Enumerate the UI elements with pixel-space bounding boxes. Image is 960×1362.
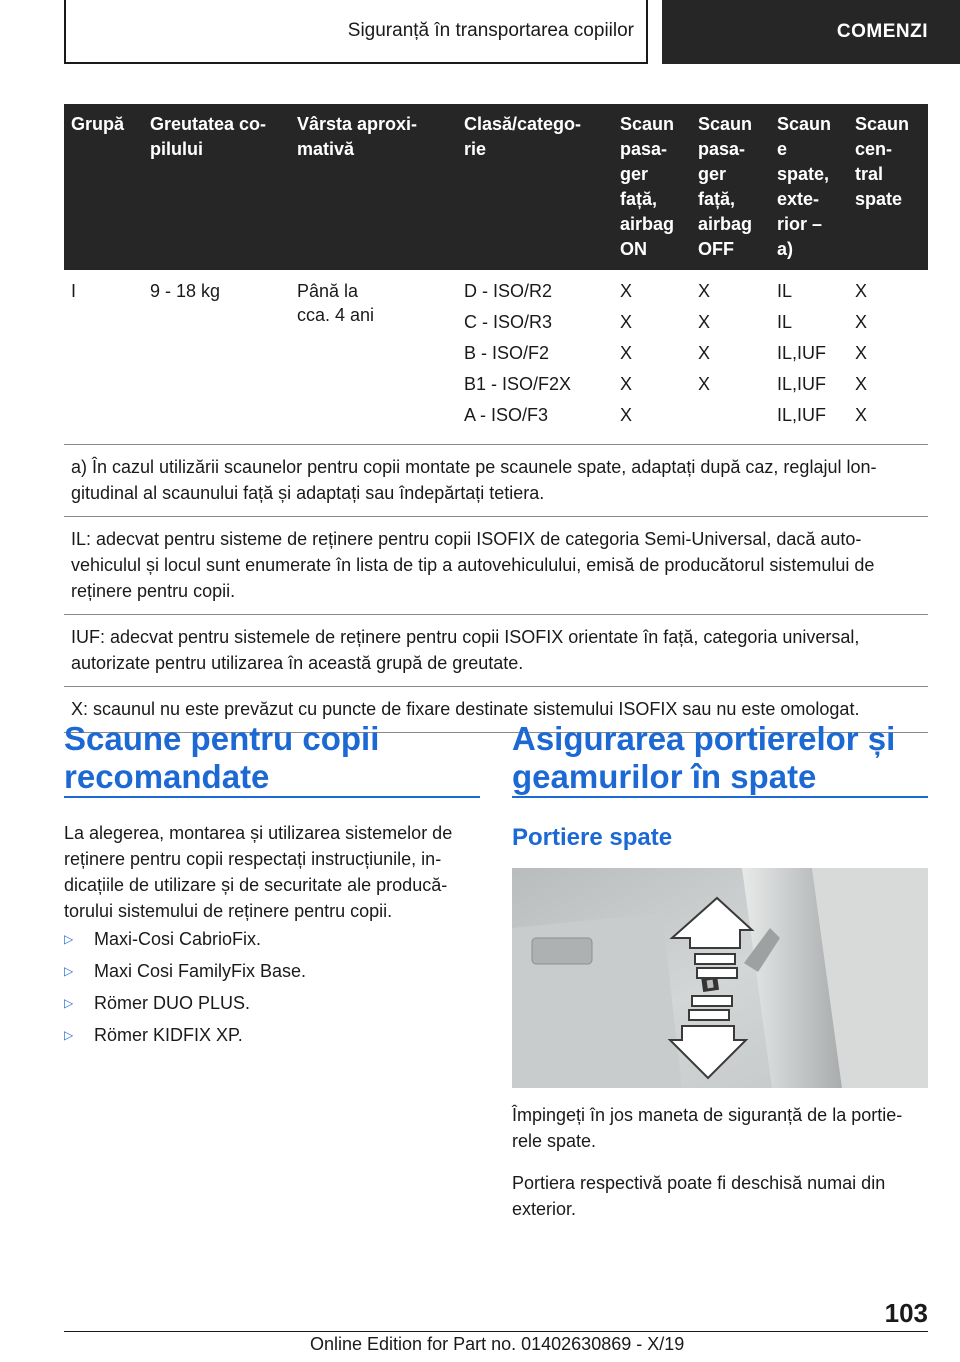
- rear-outer-item: IL,IUF: [777, 374, 827, 394]
- th-front-airbag-off: Scaun pasa- ger față, airbag OFF: [691, 104, 770, 270]
- class-item: A - ISO/F3: [464, 405, 549, 425]
- note-x: X: scaunul nu este prevăzut cu puncte de fixare destinate sistemului ISOFIX sau nu este omologat.: [64, 687, 928, 733]
- th-age: Vârsta aproxi- mativă: [290, 104, 457, 270]
- list-item: ▷ Maxi Cosi FamilyFix Base.: [64, 958, 306, 990]
- isofix-table: [64, 104, 928, 733]
- airbag-on-item: X: [620, 312, 633, 332]
- rear-center-item: X: [855, 343, 868, 363]
- cell-airbag-on: [613, 270, 691, 445]
- airbag-on-item: X: [620, 374, 633, 394]
- list-item: ▷ Maxi-Cosi CabrioFix.: [64, 926, 306, 958]
- class-item: C - ISO/R3: [464, 312, 553, 332]
- footer-rule: [64, 1331, 928, 1332]
- rear-outer-item: IL,IUF: [777, 343, 827, 363]
- table-note-row: [64, 517, 928, 615]
- page-number: 103: [884, 1298, 928, 1328]
- rear-doors-subheading: Portiere spate: [512, 824, 673, 851]
- rear-center-item: X: [855, 405, 868, 425]
- header-section-label: Siguranță în transportarea copiilor: [347, 20, 634, 41]
- th-front-airbag-on: Scaun pasa- ger față, airbag ON: [613, 104, 691, 270]
- table-row: [64, 270, 928, 445]
- airbag-off-item: X: [698, 281, 711, 301]
- cell-rear-outer: [770, 270, 848, 445]
- triangle-bullet-icon: ▷: [64, 964, 74, 978]
- note-il: IL: adecvat pentru sisteme de reținere pentru copii ISOFIX de categoria Semi-Universal, dacă auto-vehiculul și locul sunt enumerate în lista de tip a autovehiculului, emisă de producătorul sistemului de reținere pentru copii.: [64, 517, 928, 615]
- cell-age: Până la cca. 4 ani: [290, 270, 457, 445]
- cell-weight: 9 - 18 kg: [143, 270, 290, 445]
- th-rear-center: Scaun cen- tral spate: [848, 104, 928, 270]
- edition-footer: Online Edition for Part no. 01402630869 - X/19: [310, 1334, 685, 1354]
- table-note-row: [64, 615, 928, 687]
- airbag-off-item: X: [698, 312, 711, 332]
- triangle-bullet-icon: ▷: [64, 1028, 74, 1042]
- right-heading-rule: [512, 796, 928, 798]
- header-chapter-tab: [662, 0, 960, 64]
- recommended-seats-heading: Scaune pentru copii recomandate: [64, 720, 380, 795]
- cell-rear-center: [848, 270, 928, 445]
- door-safety-heading: Asigurarea portierelor și geamurilor în spate: [512, 720, 896, 795]
- recommended-seats-list: [64, 926, 306, 1054]
- airbag-on-item: X: [620, 343, 633, 363]
- class-item: D - ISO/R2: [464, 281, 553, 301]
- rear-center-item: X: [855, 281, 868, 301]
- header-section-title: [64, 0, 648, 64]
- cell-classes: [457, 270, 613, 445]
- class-item: B1 - ISO/F2X: [464, 374, 572, 394]
- class-item: B - ISO/F2: [464, 343, 550, 363]
- rear-outer-item: IL: [777, 281, 793, 301]
- rear-center-item: X: [855, 312, 868, 332]
- note-a: a) În cazul utilizării scaunelor pentru copii montate pe scaunele spate, adaptați după caz, reglajul lon-gitudinal al scaunului față și adaptați sau îndepărtați tetiera.: [64, 445, 928, 517]
- note-iuf: IUF: adecvat pentru sistemele de reținere pentru copii ISOFIX orientate în față, categoria universal, autorizate pentru utilizarea în această grupă de greutate.: [64, 615, 928, 687]
- door-photo-svg: [512, 868, 928, 1088]
- rear-outer-item: IL: [777, 312, 793, 332]
- airbag-off-item: X: [698, 343, 711, 363]
- list-item: ▷ Römer DUO PLUS.: [64, 990, 306, 1022]
- rear-center-item: X: [855, 374, 868, 394]
- airbag-off-item: X: [698, 374, 711, 394]
- cell-airbag-off: [691, 270, 770, 445]
- table-header-row: [64, 104, 928, 270]
- airbag-on-item: X: [620, 405, 633, 425]
- push-lever-instruction: Împingeți în jos maneta de siguranță de la portie-rele spate.: [512, 1105, 903, 1151]
- outside-open-note: Portiera respectivă poate fi deschisă numai din exterior.: [512, 1173, 886, 1219]
- triangle-bullet-icon: ▷: [64, 996, 74, 1010]
- th-class: Clasă/catego- rie: [457, 104, 613, 270]
- airbag-on-item: X: [620, 281, 633, 301]
- header-chapter-label: COMENZI: [836, 21, 928, 42]
- list-item: ▷ Römer KIDFIX XP.: [64, 1022, 306, 1054]
- triangle-bullet-icon: ▷: [64, 932, 74, 946]
- rear-door-lock-illustration: [512, 868, 928, 1088]
- table-note-row: [64, 445, 928, 517]
- left-heading-rule: [64, 796, 480, 798]
- th-weight: Greutatea co- pilului: [143, 104, 290, 270]
- airbag-off-item: [698, 403, 763, 434]
- recommended-intro: La alegerea, montarea și utilizarea sistemelor de reținere pentru copii respectați instrucțiunile, in-dicațiile de utilizare și de securitate ale producă-torului sistemului de reținere pentru copii.: [64, 823, 453, 921]
- rear-outer-item: IL,IUF: [777, 405, 827, 425]
- th-rear-outer: Scaun e spate, exte- rior – a): [770, 104, 848, 270]
- th-group: Grupă: [64, 104, 143, 270]
- cell-group: I: [64, 270, 143, 445]
